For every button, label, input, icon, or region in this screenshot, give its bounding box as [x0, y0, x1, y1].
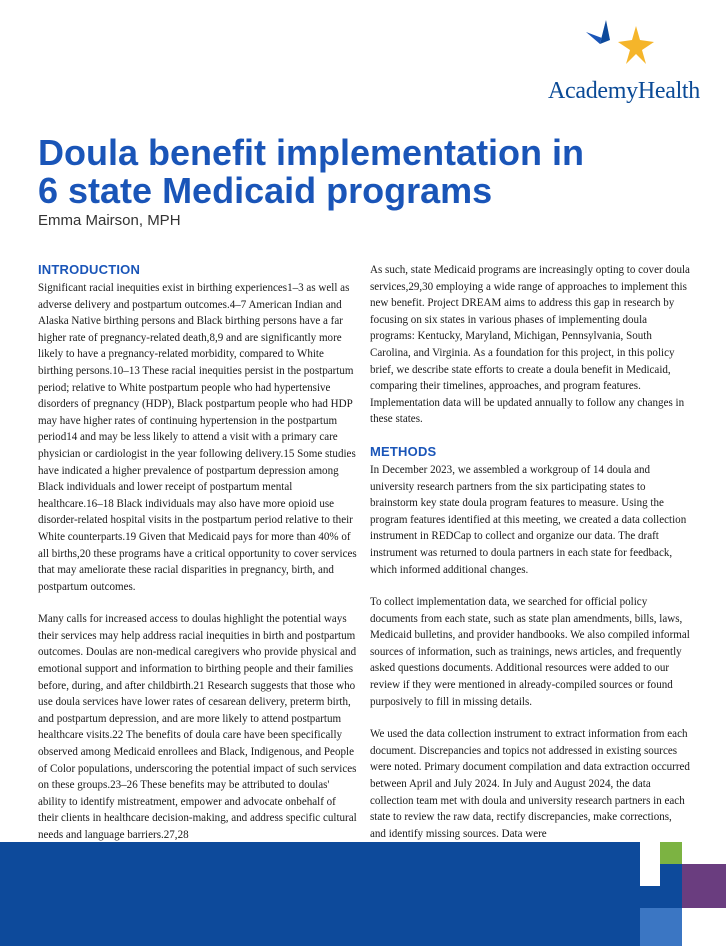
stars-icon — [576, 20, 660, 64]
author-byline: Emma Mairson, MPH — [38, 212, 181, 229]
page-title — [38, 134, 678, 210]
title-line-2: 6 state Medicaid programs — [38, 170, 493, 211]
methods-paragraph-3: We used the data collection instrument to extract information from each document. Discrepancies and topics not addressed in existing sources were noted. Primary document compilation and data extraction occurred between April and July 2024. In July and August 2024, the data collection team met with doula and university research partners in each state to review the raw data, rectify discrepancies, make corrections, and identify missing sources. Data were — [370, 728, 690, 840]
left-column — [38, 262, 358, 860]
logo-wordmark: AcademyHealth — [547, 78, 700, 104]
footer-block-white — [682, 908, 726, 946]
academyhealth-logo — [540, 20, 700, 104]
methods-heading: METHODS — [370, 443, 437, 459]
intro-paragraph-3: As such, state Medicaid programs are increasingly opting to cover doula services,29,30 employing a wide range of approaches to implement this new benefit. Project DREAM aims to address this gap in research by focusing on six states in various phases of implementing doula programs: Kentucky, Maryland, Michigan, Pennsylvania, South Carolina, and Virginia. As a foundation for this project, in this policy brief, we describe state efforts to create a doula benefit in Medicaid, comparing their timelines, approaches, and program features. Implementation data will be updated annually to follow any changes in these states. — [370, 264, 690, 426]
footer-block-blue — [640, 908, 682, 946]
footer-block-purple — [682, 864, 726, 908]
title-line-1: Doula benefit implementation in — [38, 132, 585, 173]
footer-block-green — [660, 842, 682, 864]
footer-band — [0, 842, 640, 946]
intro-paragraph-2: Many calls for increased access to doulas highlight the potential ways their services may help address racial inequities in birth and postpartum outcomes. Doulas are non-medical caregivers who provide physical and emotional support and information to birthing people and their families before, during, and after childbirth.21 Research suggests that those who use doula services have lower rates of cesarean delivery, preterm birth, and postpartum depression, and are more likely to attend postpartum healthcare visits.22 The benefits of doula care have been specifically observed among Medicaid enrollees and Black, Indigenous, and People of Color populations, underscoring the potential impact of such services on these groups.23–26 These benefits may be attributed to doulas' ability to identify mistreatment, empower and advocate onbehalf of their clients in healthcare decision-making, and address specific cultural needs and language barriers.27,28 — [38, 613, 357, 841]
introduction-heading: INTRODUCTION — [38, 262, 141, 277]
methods-paragraph-2: To collect implementation data, we searched for official policy documents from each state, such as state plan amendments, bills, laws, Medicaid bulletins, and provider handbooks. We also compiled informal sources of information, such as trainings, news articles, and frequently asked questions documents. Additional resources were added to our review if they were mentioned in already-compiled sources or found purposively to fill in missing details. — [370, 596, 690, 708]
footer-block-white-small — [640, 864, 660, 886]
right-column — [370, 262, 690, 858]
intro-paragraph-1: Significant racial inequities exist in birthing experiences1–3 as well as adverse delivery and postpartum outcomes.4–7 American Indian and Alaska Native birthing persons and Black birthing persons have a far higher rate of pregnancy-related death,8,9 and are significantly more likely to have a pregnancy-related morbidity, compared to White birthing persons.10–13 These racial inequities persist in the postpartum period; relative to White postpartum people who had hypertensive disorders of pregnancy (HDP), Black postpartum people who had HDP may have higher rates of continuing hypertension in the postpartum period14 and may be less likely to attend a visit with a primary care physician or cardiologist in the year following delivery.15 Some studies have indicated a higher prevalence of postpartum depression among Black individuals and lower receipt of postpartum mental healthcare.16–18 Black individuals may also have more opioid use disorder-related hospital visits in the postpartum period relative to their White counterparts.19 Given that Medicaid pays for more than 40% of all births,20 these programs have a critical opportunity to cover services that may ameliorate these racial disparities in pregnancy, birth, and postpartum outcomes. — [38, 282, 357, 593]
methods-paragraph-1: In December 2023, we assembled a workgroup of 14 doula and university research partners from the six participating states to brainstorm key state doula program features to measure. Using the program features identified at this meeting, we created a data collection instrument in REDCap to collect and organize our data. The draft instrument was returned to doula partners in each state for feedback, which informed additional changes. — [370, 463, 687, 576]
